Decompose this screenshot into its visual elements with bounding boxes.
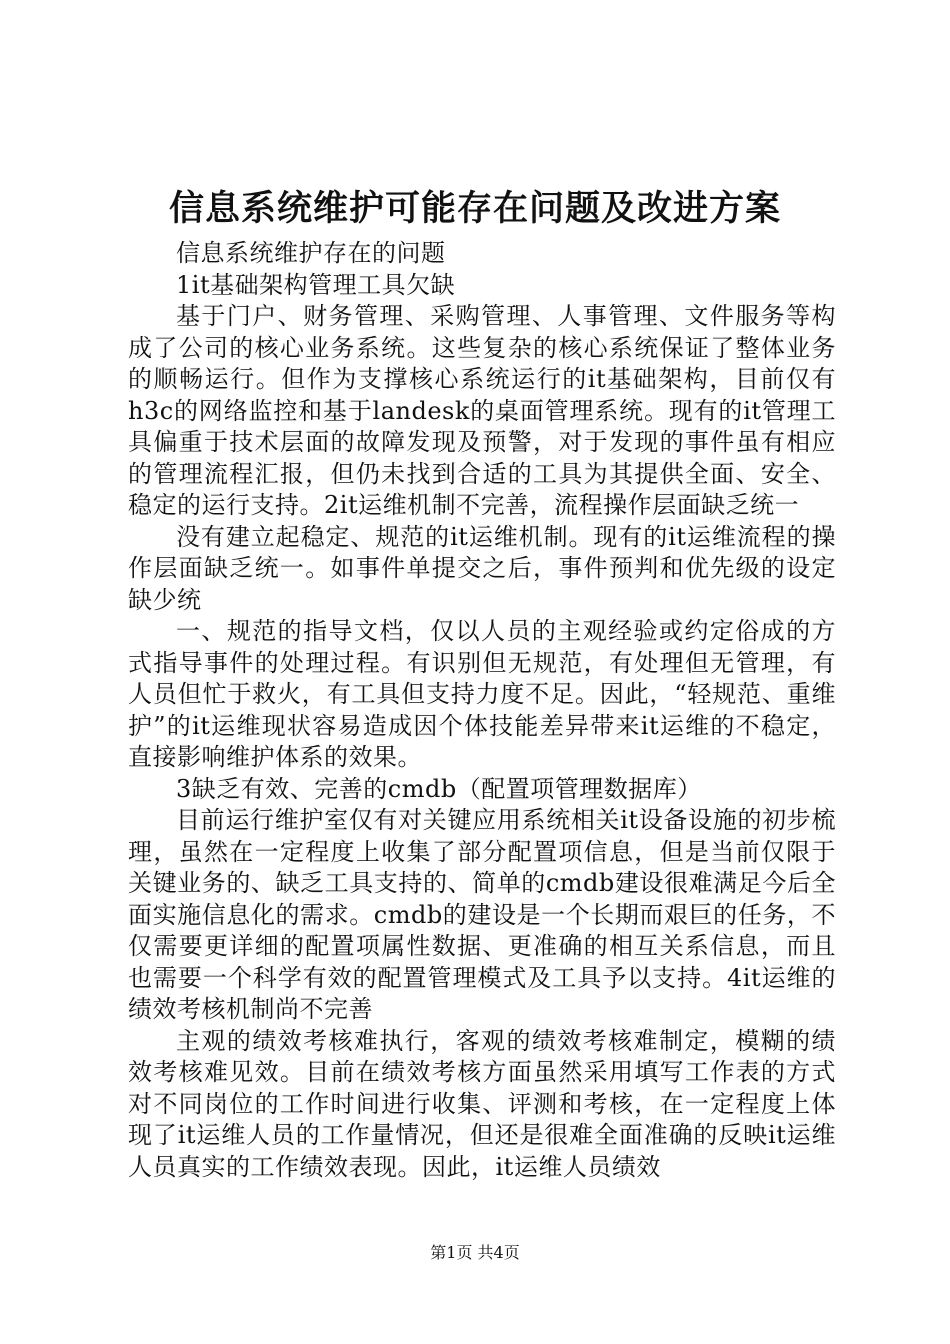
body-paragraph: 一、规范的指导文档，仅以人员的主观经验或约定俗成的方式指导事件的处理过程。有识别但无规范，有处理但无管理，有人员但忙于救火，有工具但支持力度不足。因此，“轻规范、重维护”的it运维现状容易造成因个体技能差异带来it运维的不稳定，直接影响维护体系的效果。 <box>128 617 836 771</box>
subsection-heading: 1it基础架构管理工具欠缺 <box>176 270 456 299</box>
body-paragraph: 基于门户、财务管理、采购管理、人事管理、文件服务等构成了公司的核心业务系统。这些复杂的核心系统保证了整体业务的顺畅运行。但作为支撑核心系统运行的it基础架构，目前仅有h3c的网络监控和基于landesk的桌面管理系统。现有的it管理工具偏重于技术层面的故障发现及预警，对于发现的事件虽有相应的管理流程汇报，但仍未找到合适的工具为其提供全面、安全、稳定的运行支持。2it运维机制不完善，流程操作层面缺乏统一 <box>128 302 836 519</box>
subsection-heading: 3缺乏有效、完善的cmdb（配置项管理数据库） <box>176 774 702 803</box>
body-paragraph: 目前运行维护室仅有对关键应用系统相关it设备设施的初步梳理，虽然在一定程度上收集了部分配置项信息，但是当前仅限于关键业务的、缺乏工具支持的、简单的cmdb建设很难满足今后全面实施信息化的需求。cmdb的建设是一个长期而艰巨的任务，不仅需要更详细的配置项属性数据、更准确的相互关系信息，而且也需要一个科学有效的配置管理模式及工具予以支持。4it运维的绩效考核机制尚不完善 <box>128 806 836 1023</box>
section-heading: 信息系统维护存在的问题 <box>176 239 446 267</box>
page-number-footer: 第1页 共4页 <box>430 1243 520 1262</box>
body-paragraph: 主观的绩效考核难执行，客观的绩效考核难制定，模糊的绩效考核难见效。目前在绩效考核方面虽然采用填写工作表的方式对不同岗位的工作时间进行收集、评测和考核，在一定程度上体现了it运维人员的工作量情况，但还是很难全面准确的反映it运维人员真实的工作绩效表现。因此，it运维人员绩效 <box>128 1026 836 1181</box>
document-title: 信息系统维护可能存在问题及改进方案 <box>168 188 781 229</box>
document-body <box>128 238 836 1183</box>
body-paragraph: 没有建立起稳定、规范的it运维机制。现有的it运维流程的操作层面缺乏统一。如事件单提交之后，事件预判和优先级的设定缺少统 <box>128 522 836 614</box>
